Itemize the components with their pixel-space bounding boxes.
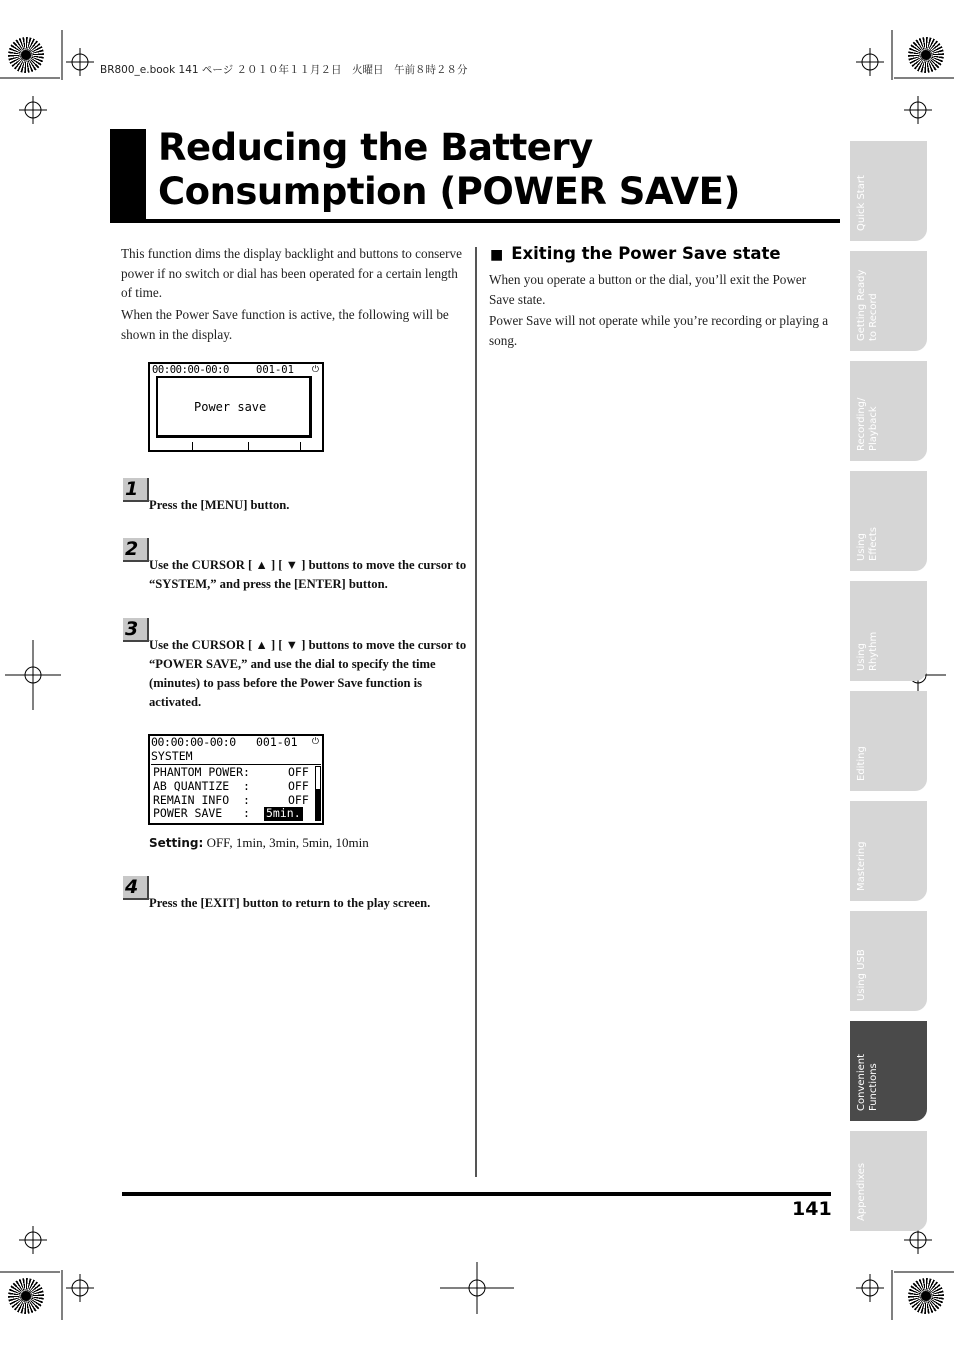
tab-getting-ready[interactable] [850, 251, 927, 351]
step-1-text: Press the [MENU] button. [149, 498, 290, 512]
section-marker-icon: ■ [490, 247, 504, 263]
title-underline [146, 219, 840, 223]
tab-using-usb[interactable] [850, 911, 927, 1011]
column-divider [475, 247, 477, 1177]
plug-icon: ⏻ [311, 365, 319, 375]
step-3-number: 3 [123, 618, 149, 642]
lcd1-message: Power save [194, 400, 267, 414]
tab-using-rhythm[interactable] [850, 581, 927, 681]
step-4-text: Press the [EXIT] button to return to the play screen. [149, 896, 431, 910]
lcd1-position: 001-01 [256, 364, 294, 376]
lcd2-time: 00:00:00-00:0 [151, 735, 236, 749]
setting-label: Setting: [149, 836, 204, 850]
lcd2-row-2-label: AB QUANTIZE : [153, 779, 250, 793]
tab-editing[interactable] [850, 691, 927, 791]
step-3-text: Use the CURSOR [ ▲ ] [ ▼ ] buttons to move the cursor to “POWER SAVE,” and use the dial to specify the time (minutes) to pass before the Power Save function is activated. [149, 638, 467, 709]
intro-paragraph-1: This function dims the display backlight and buttons to conserve power if no switch or dial has been operated for a certain length of time. [121, 246, 462, 300]
section-title: Exiting the Power Save state [511, 244, 781, 263]
tab-recording-playback[interactable] [850, 361, 927, 461]
page-title-line2: Consumption (POWER SAVE) [158, 170, 740, 213]
print-header-meta: BR800_e.book 141 ページ ２０１０年１１月２日 火曜日 午前８時２８分 [100, 64, 468, 76]
lcd2-header: SYSTEM [151, 750, 321, 765]
lcd-system-menu-screen [148, 734, 324, 825]
step-1-number: 1 [123, 478, 149, 502]
step-2-number: 2 [123, 538, 149, 562]
footer-rule [122, 1192, 831, 1196]
lcd2-row-3-label: REMAIN INFO : [153, 793, 250, 807]
tab-using-effects[interactable] [850, 471, 927, 571]
tab-quick-start[interactable] [850, 141, 927, 241]
step-4-number: 4 [123, 876, 149, 900]
section-paragraph-2: Power Save will not operate while you’re recording or playing a song. [489, 313, 829, 348]
lcd-power-save-screen [148, 362, 324, 452]
tab-convenient-functions[interactable] [850, 1021, 927, 1121]
tab-label: Appendixes [856, 1162, 867, 1221]
step-2-text: Use the CURSOR [ ▲ ] [ ▼ ] buttons to move the cursor to “SYSTEM,” and press the [ENTER] button. [149, 558, 467, 591]
setting-values: OFF, 1min, 3min, 5min, 10min [206, 835, 369, 850]
tab-label: Convenient Functions [856, 1053, 879, 1111]
tab-appendixes[interactable] [850, 1131, 927, 1231]
setting-line [149, 835, 369, 851]
tab-label: Mastering [856, 841, 867, 891]
title-accent-bar [110, 129, 146, 223]
tab-mastering[interactable] [850, 801, 927, 901]
tab-label: Recording/ Playback [856, 397, 879, 451]
page-title-line1: Reducing the Battery [158, 126, 593, 169]
intro-paragraph-2: When the Power Save function is active, the following will be shown in the display. [121, 307, 449, 342]
plug-icon: ⏻ [311, 737, 319, 747]
page-title [158, 126, 740, 214]
lcd2-row-4-value: 5min. [266, 806, 301, 820]
section-heading [490, 244, 781, 263]
tab-label: Getting Ready to Record [856, 269, 879, 341]
tab-label: Using Effects [856, 527, 879, 561]
tab-label: Using Rhythm [856, 631, 879, 671]
lcd2-row-4-label: POWER SAVE : [153, 806, 250, 820]
lcd2-position: 001-01 [256, 735, 298, 749]
lcd1-time: 00:00:00-00:0 [152, 364, 229, 376]
lcd2-scrollbar [315, 766, 321, 821]
tab-label: Quick Start [856, 175, 867, 231]
tab-label: Using USB [856, 949, 867, 1001]
lcd2-row-3-value: OFF [288, 793, 309, 807]
section-paragraph-1: When you operate a button or the dial, you’ll exit the Power Save state. [489, 272, 807, 307]
lcd2-row-1-value: OFF [288, 765, 309, 779]
page-number: 141 [792, 1198, 832, 1220]
lcd2-row-2-value: OFF [288, 779, 309, 793]
tab-label: Editing [856, 746, 867, 781]
lcd2-row-1-label: PHANTOM POWER: [153, 765, 250, 779]
